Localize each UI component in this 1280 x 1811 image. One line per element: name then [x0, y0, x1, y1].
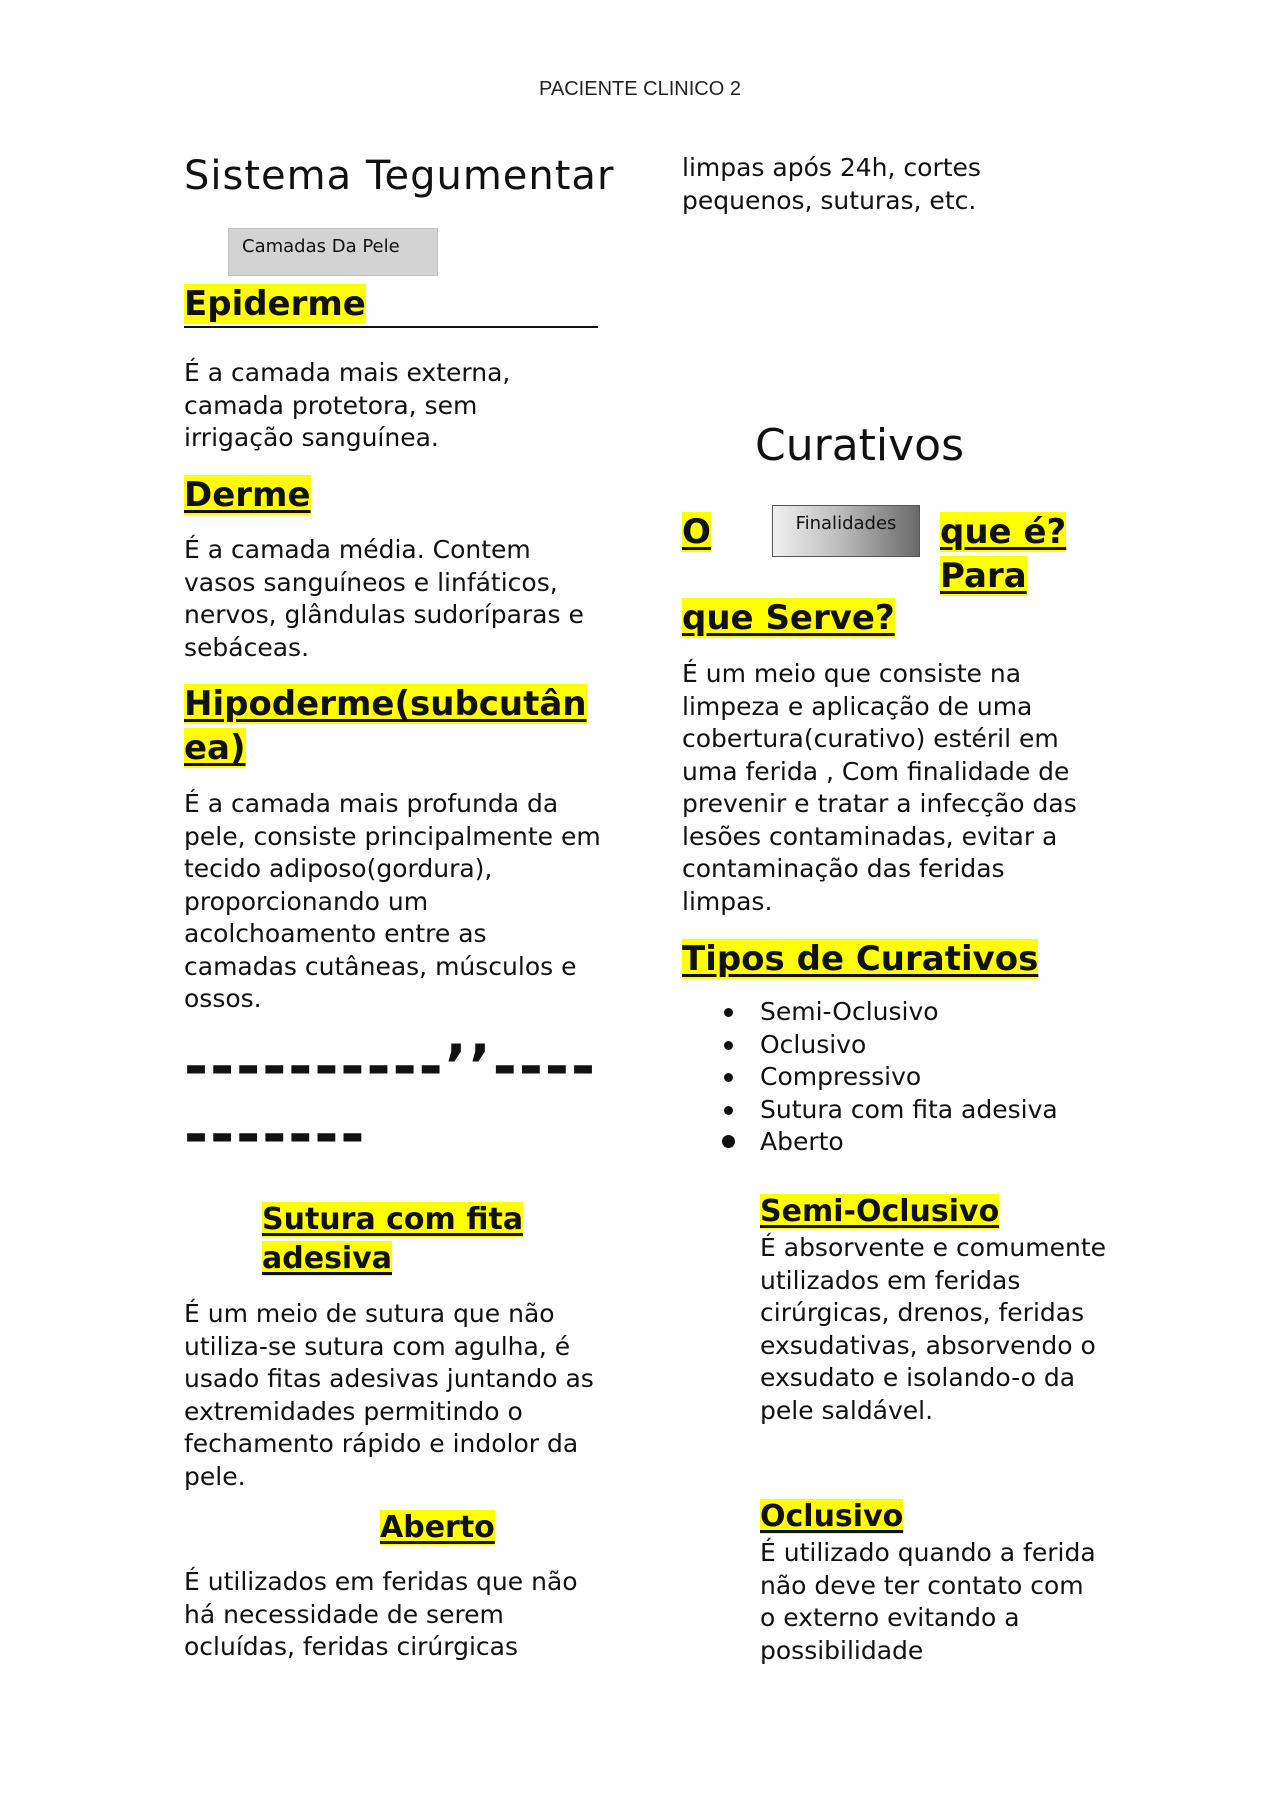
- aberto-heading: Aberto: [380, 1510, 495, 1545]
- sutura-heading: Sutura com fita adesiva: [262, 1202, 524, 1276]
- bullet-icon: [724, 1008, 733, 1017]
- tipos-heading: Tipos de Curativos: [682, 939, 1039, 979]
- heading-que-serve: que Serve?: [682, 598, 895, 638]
- curativos-title: Curativos: [755, 420, 965, 471]
- curativo-intro: É um meio que consiste na limpeza e aplicação de uma cobertura(curativo) estéril em uma ferida , Com finalidade de prevenir e tratar a infecção das lesões contaminadas, evitar a contaminação das feridas limpas.: [682, 659, 1077, 916]
- list-item: Aberto: [682, 1126, 1112, 1159]
- list-item: Oclusivo: [682, 1029, 1112, 1062]
- epiderme-text: É a camada mais externa, camada protetora, sem irrigação sanguínea.: [184, 358, 511, 452]
- list-item: Compressivo: [682, 1061, 1112, 1094]
- semi-oclusivo-text: É absorvente e comumente utilizados em feridas cirúrgicas, drenos, feridas exsudativas, absorvendo o exsudato e isolando-o da pele saldável.: [760, 1233, 1107, 1425]
- oclusivo-heading: Oclusivo: [760, 1499, 904, 1534]
- sutura-text: É um meio de sutura que não utiliza-se sutura com agulha, é usado fitas adesivas juntando as extremidades permitindo o fechamento rápido e indolor da pele.: [184, 1299, 594, 1491]
- bullet-icon: [724, 1106, 733, 1115]
- finalidades-diagram-label: Finalidades: [772, 505, 920, 557]
- oclusivo-text: É utilizado quando a ferida não deve ter contato com o externo evitando a possibilidade: [760, 1538, 1096, 1665]
- epiderme-heading-wrap: [184, 282, 598, 328]
- tipos-list: [682, 996, 1112, 1159]
- continuation-text: limpas após 24h, cortes pequenos, suturas, etc.: [682, 153, 981, 215]
- separator-dashes: ----------’’---- -------: [184, 1032, 598, 1168]
- heading-o: O: [682, 512, 711, 552]
- epiderme-heading: Epiderme: [184, 284, 366, 324]
- bullet-icon: [724, 1041, 733, 1050]
- list-item: Semi-Oclusivo: [682, 996, 1112, 1029]
- left-title: Sistema Tegumentar: [184, 153, 615, 199]
- aberto-text: É utilizados em feridas que não há necessidade de serem ocluídas, feridas cirúrgicas: [184, 1567, 578, 1661]
- bullet-icon: [724, 1073, 733, 1082]
- hipoderme-text: É a camada mais profunda da pele, consiste principalmente em tecido adiposo(gordura), proporcionando um acolchoamento entre as camadas cutâneas, músculos e ossos.: [184, 789, 601, 1013]
- derme-text: É a camada média. Contem vasos sanguíneos e linfáticos, nervos, glândulas sudoríparas e sebáceas.: [184, 535, 584, 662]
- bullet-icon: [722, 1135, 735, 1148]
- heading-que-e-para: que é? Para: [940, 512, 1067, 596]
- semi-oclusivo-heading: Semi-Oclusivo: [760, 1194, 1000, 1229]
- page-header: PACIENTE CLINICO 2: [539, 78, 741, 100]
- camadas-diagram-label: Camadas Da Pele: [228, 228, 438, 276]
- hipoderme-heading: Hipoderme(subcutân ea): [184, 684, 587, 768]
- list-item: Sutura com fita adesiva: [682, 1094, 1112, 1127]
- derme-heading: Derme: [184, 475, 311, 515]
